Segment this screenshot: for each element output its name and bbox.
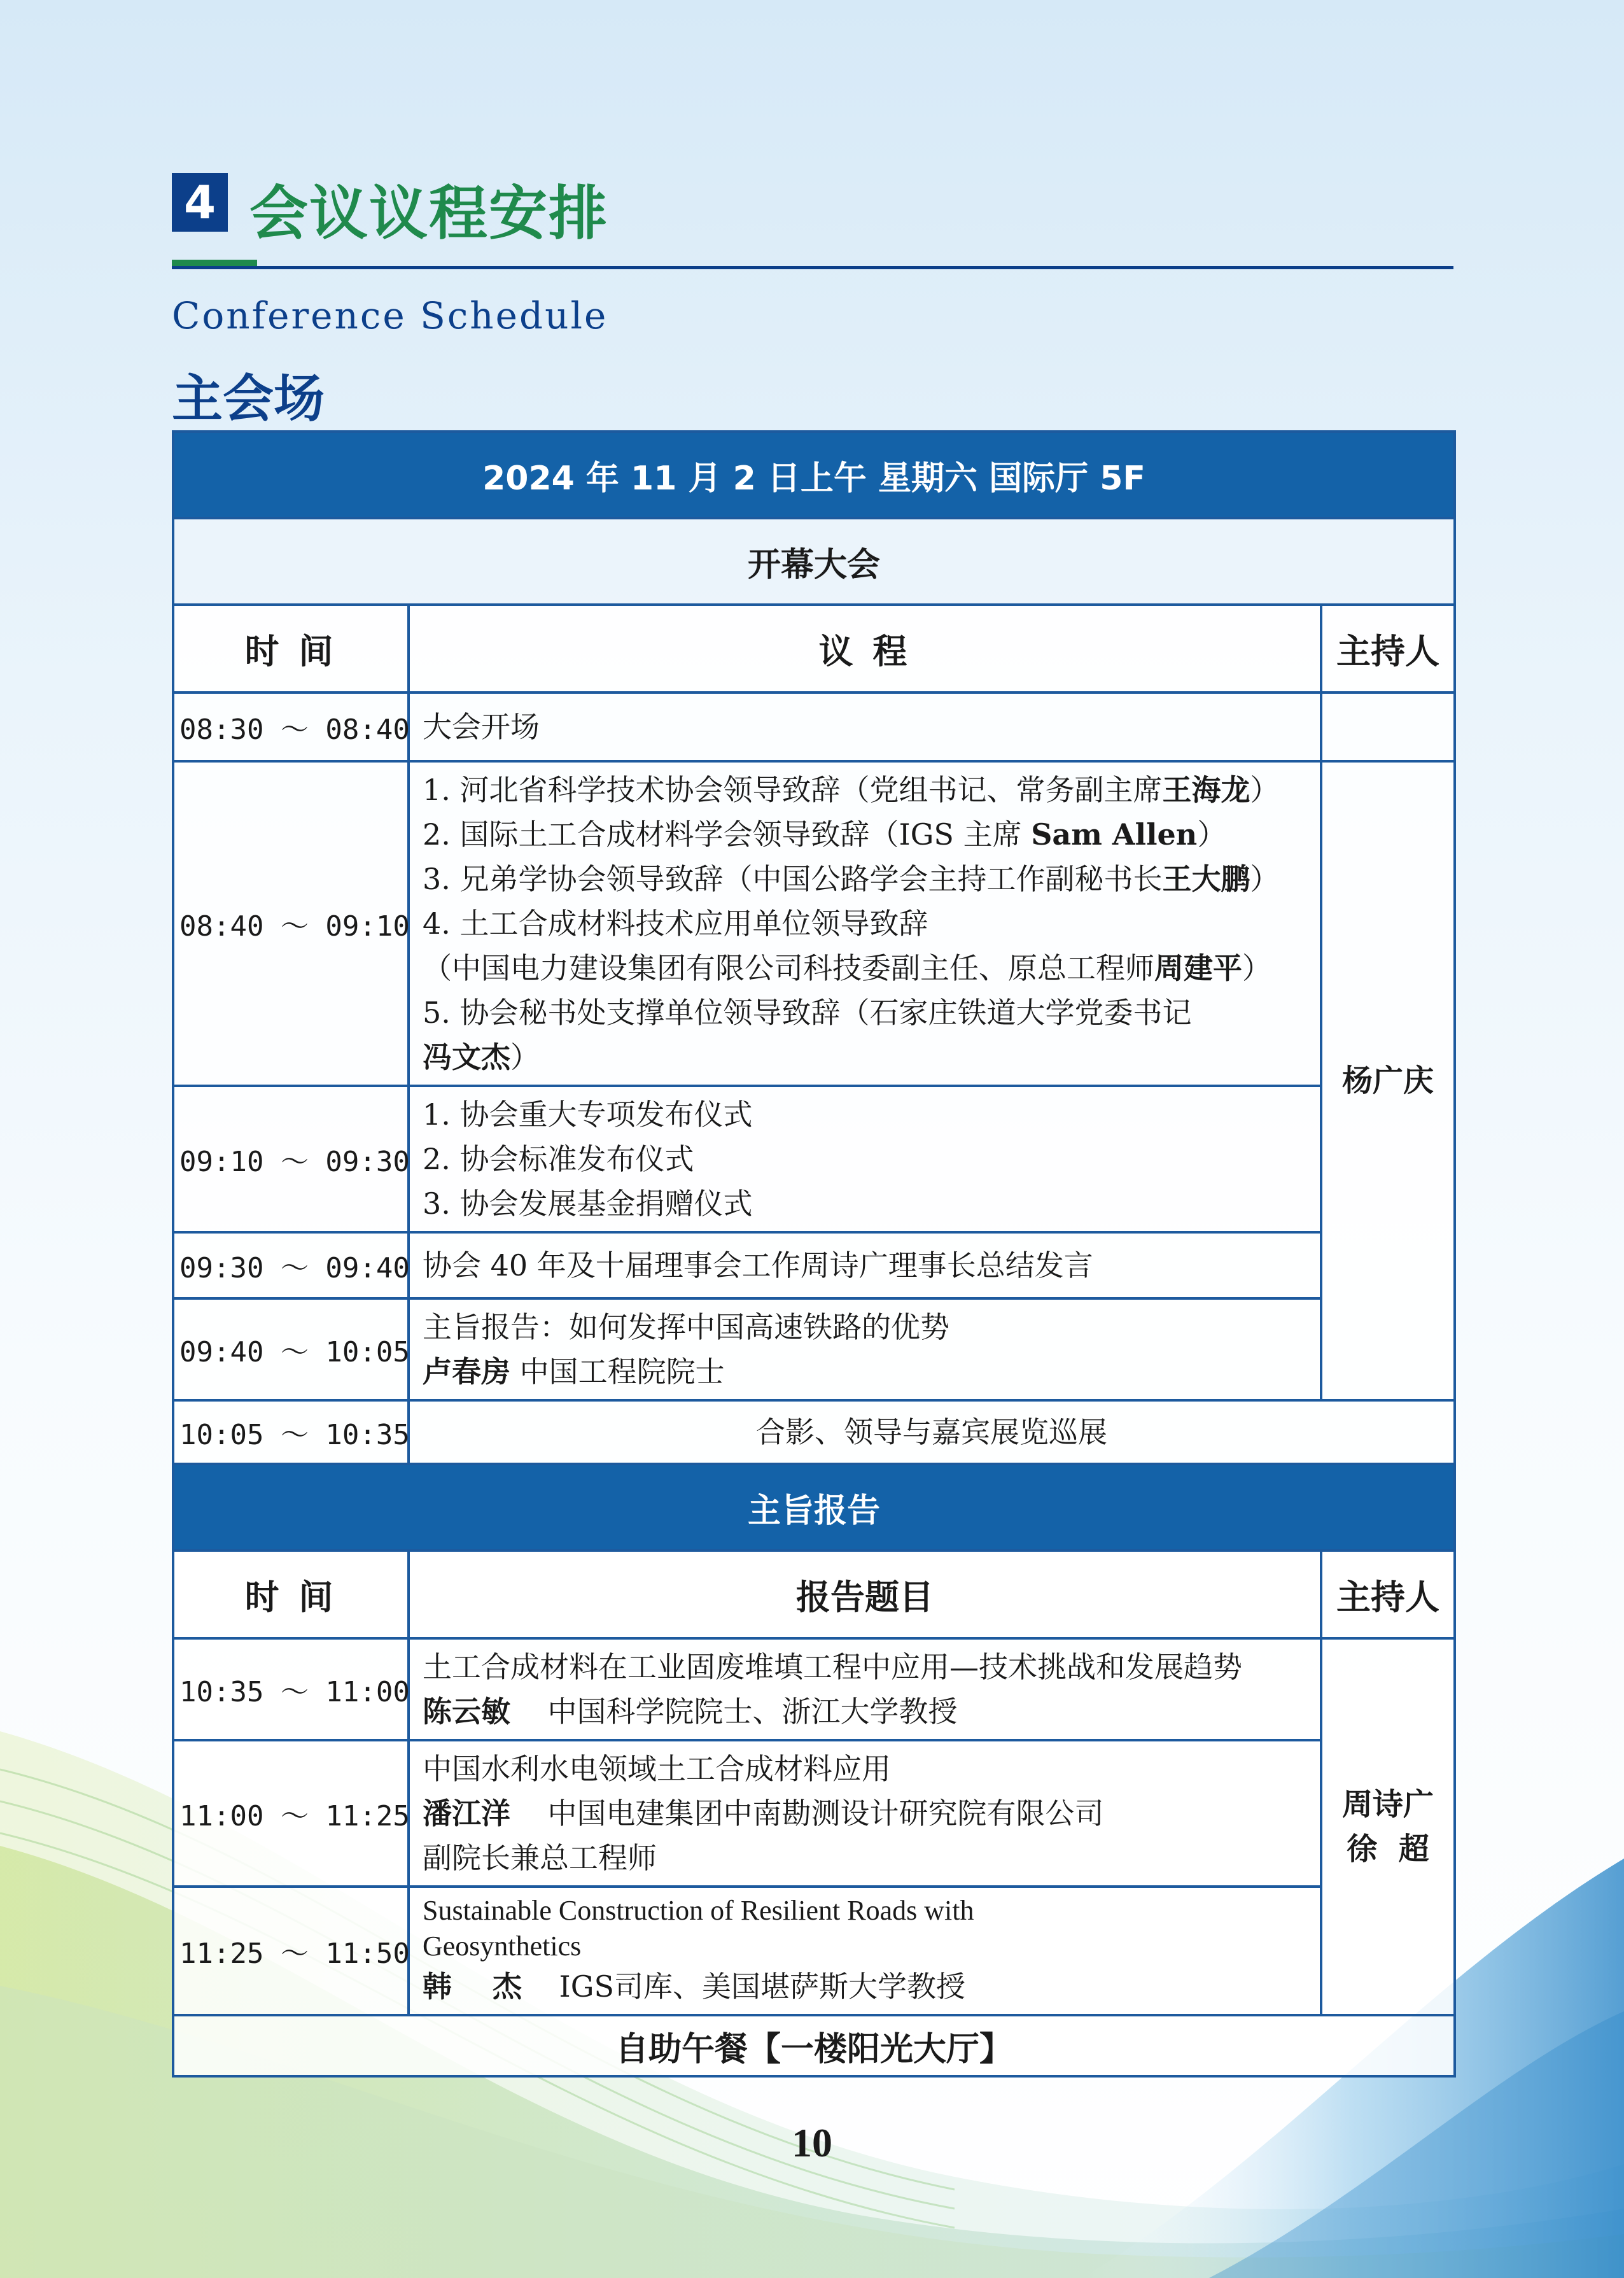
- table-row: [173, 761, 1455, 1086]
- table-row: [173, 1887, 1455, 2015]
- row-topic: [409, 1638, 1321, 1740]
- row-agenda: [409, 1298, 1321, 1400]
- speaker-name: 潘江洋: [423, 1796, 510, 1831]
- agenda-line: [423, 812, 1307, 857]
- table-row: [173, 1298, 1455, 1400]
- speaker-line: [423, 1689, 1307, 1734]
- section-subtitle: Conference Schedule: [172, 294, 608, 337]
- row-time: 09:40 ～ 10:05: [173, 1298, 409, 1400]
- date-bar-row: [173, 432, 1455, 518]
- line-text: 3. 兄弟学协会领导致辞（中国公路学会主持工作副秘书长: [423, 862, 1163, 896]
- photo-session: 合影、领导与嘉宾展览巡展: [409, 1400, 1455, 1464]
- line-tail: ）: [1242, 951, 1271, 985]
- schedule-table-wrapper: [172, 430, 1453, 2078]
- agenda-line: [423, 946, 1307, 990]
- host-empty-cell: [1321, 693, 1455, 761]
- header-topic: 报告题目: [409, 1550, 1321, 1638]
- line-tail: 中国工程院院士: [510, 1354, 725, 1389]
- agenda-line: [423, 1349, 1307, 1394]
- title-underline: [172, 266, 1453, 269]
- line-text: 2. 国际土工合成材料学会领导致辞（IGS 主席: [423, 817, 1032, 852]
- host-cell: [1321, 1638, 1455, 2015]
- table-row: [173, 693, 1455, 761]
- row-time: 10:35 ～ 11:00: [173, 1638, 409, 1740]
- speaker-line: [423, 1791, 1307, 1836]
- table-row: [173, 1740, 1455, 1887]
- row-time: 08:30 ～ 08:40: [173, 693, 409, 761]
- venue-heading: 主会场: [172, 369, 325, 428]
- lunch-notice: 自助午餐【一楼阳光大厅】: [173, 2015, 1455, 2076]
- speaker-name: 陈云敏: [423, 1694, 510, 1729]
- host-cell: 杨广庆: [1321, 761, 1455, 1400]
- row-time: 08:40 ～ 09:10: [173, 761, 409, 1086]
- line-tail: ）: [1250, 862, 1280, 896]
- speaker-name: Sam Allen: [1031, 817, 1198, 852]
- row-time: 09:10 ～ 09:30: [173, 1086, 409, 1232]
- speaker-title-line: 副院长兼总工程师: [423, 1841, 657, 1875]
- section-number-badge: 4: [172, 173, 228, 232]
- speaker-affiliation: IGS司库、美国堪萨斯大学教授: [522, 1969, 965, 2004]
- agenda-line: 4. 土工合成材料技术应用单位领导致辞: [423, 906, 928, 941]
- agenda-line: 主旨报告：如何发挥中国高速铁路的优势: [423, 1310, 949, 1344]
- agenda-line: 协会 40 年及十届理事会工作周诗广理事长总结发言: [423, 1248, 1093, 1283]
- speaker-name: 冯文杰: [423, 1040, 510, 1074]
- speaker-affiliation: 中国科学院院士、浙江大学教授: [510, 1694, 958, 1729]
- speaker-name: 卢春房: [423, 1354, 510, 1389]
- table-row: [173, 1638, 1455, 1740]
- speaker-line: [423, 1964, 1307, 2009]
- agenda-line: 3. 协会发展基金捐赠仪式: [423, 1186, 753, 1221]
- line-text: 1. 河北省科学技术协会领导致辞（党组书记、常务副主席: [423, 773, 1163, 807]
- header-host: 主持人: [1321, 1550, 1455, 1638]
- header-time: 时 间: [173, 605, 409, 693]
- topic-line: Sustainable Construction of Resilient Roads with: [423, 1895, 974, 1926]
- agenda-line: 2. 协会标准发布仪式: [423, 1142, 694, 1176]
- session-bar-row: [173, 1464, 1455, 1550]
- section-title: 会议议程安排: [249, 179, 609, 248]
- lunch-row: [173, 2015, 1455, 2076]
- speaker-name: 王大鹏: [1162, 862, 1250, 896]
- agenda-line: [423, 768, 1307, 812]
- agenda-line: 大会开场: [423, 710, 540, 744]
- topic-line: Geosynthetics: [423, 1930, 582, 1962]
- speaker-name: 周建平: [1154, 951, 1242, 985]
- date-bar: 2024 年 11 月 2 日上午 星期六 国际厅 5F: [173, 432, 1455, 518]
- table-row: [173, 1400, 1455, 1464]
- row-agenda: [409, 693, 1321, 761]
- table-row: [173, 1232, 1455, 1298]
- topic-line: 中国水利水电领域土工合成材料应用: [423, 1752, 891, 1786]
- line-text: （中国电力建设集团有限公司科技委副主任、原总工程师: [423, 951, 1154, 985]
- agenda-line: [423, 1035, 1307, 1079]
- speaker-name: 王海龙: [1162, 773, 1250, 807]
- header-row: [173, 605, 1455, 693]
- header-agenda: 议 程: [409, 605, 1321, 693]
- row-topic: [409, 1740, 1321, 1887]
- table-row: [173, 1086, 1455, 1232]
- row-agenda: [409, 1232, 1321, 1298]
- host-name: 徐 超: [1347, 1831, 1429, 1867]
- row-topic: [409, 1887, 1321, 2015]
- row-time: 09:30 ～ 09:40: [173, 1232, 409, 1298]
- row-time: 10:05 ～ 10:35: [173, 1400, 409, 1464]
- row-agenda: [409, 1086, 1321, 1232]
- speaker-name: 韩 杰: [423, 1969, 522, 2004]
- row-time: 11:00 ～ 11:25: [173, 1740, 409, 1887]
- header-time: 时 间: [173, 1550, 409, 1638]
- line-tail: ）: [1197, 817, 1227, 852]
- line-tail: ）: [1250, 773, 1280, 807]
- session-name-opening: 开幕大会: [173, 518, 1455, 605]
- host-name: 周诗广: [1341, 1787, 1434, 1822]
- line-tail: ）: [510, 1040, 540, 1074]
- agenda-line: 1. 协会重大专项发布仪式: [423, 1097, 753, 1132]
- row-time: 11:25 ～ 11:50: [173, 1887, 409, 2015]
- header-row: [173, 1550, 1455, 1638]
- speaker-affiliation: 中国电建集团中南勘测设计研究院有限公司: [510, 1796, 1104, 1831]
- header-host: 主持人: [1321, 605, 1455, 693]
- row-agenda: [409, 761, 1321, 1086]
- topic-line: 土工合成材料在工业固废堆填工程中应用—技术挑战和发展趋势: [423, 1650, 1242, 1684]
- agenda-line: [423, 857, 1307, 901]
- page-number: 10: [792, 2120, 832, 2165]
- session-name-row: [173, 518, 1455, 605]
- session-name-keynote: 主旨报告: [173, 1464, 1455, 1550]
- agenda-line: 5. 协会秘书处支撑单位领导致辞（石家庄铁道大学党委书记: [423, 995, 1192, 1030]
- schedule-table: [172, 430, 1456, 2078]
